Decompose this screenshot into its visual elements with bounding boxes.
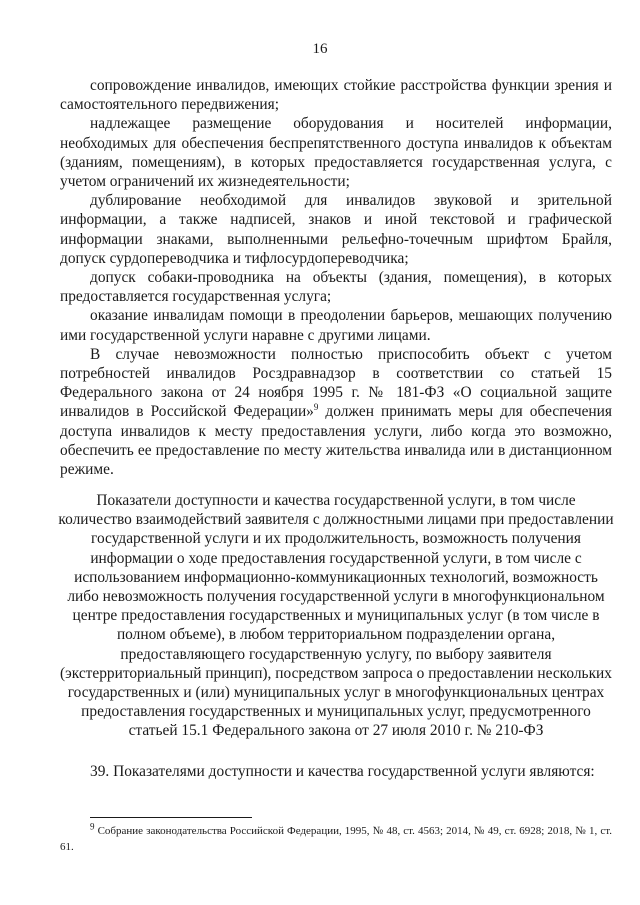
paragraph-guide-dog: допуск собаки-проводника на объекты (здания, помещения), в которых предоставляется государственная услуга; bbox=[60, 269, 612, 306]
footnote bbox=[60, 823, 612, 855]
section-heading: Показатели доступности и качества государственной услуги, в том числе количество взаимодействий заявителя с должностными лицами при предоставлении государственной услуги и их продолжительность, возможность получения информации о ходе предоставления государственной услуги, в том числе с использованием информационно-коммуникационных технологий, возможность либо невозможность получения государственной услуги в многофункциональном центре предоставления государственных и муниципальных услуг (в том числе в полном объеме), в любом территориальном подразделении органа, предоставляющего государственную услугу, по выбору заявителя (экстерриториальный принцип), посредством запроса о предоставлении нескольких государственных и (или) муниципальных услуг в многофункциональных центрах предоставления государственных и муниципальных услуг, предусмотренного статьей 15.1 Федерального закона от 27 июля 2010 г. № 210-ФЗ bbox=[58, 492, 614, 740]
paragraph-assistance: оказание инвалидам помощи в преодолении барьеров, мешающих получению ими государственной услуги наравне с другими лицами. bbox=[60, 307, 612, 344]
paragraph-equipment-placement: надлежащее размещение оборудования и носителей информации, необходимых для обеспечения беспрепятственного доступа инвалидов к объектам (зданиям, помещениям), в которых предоставляется государственная услуга, с учетом ограничений их жизнедеятельности; bbox=[60, 115, 612, 191]
paragraph-accompaniment: сопровождение инвалидов, имеющих стойкие расстройства функции зрения и самостоятельного передвижения; bbox=[60, 77, 612, 114]
footnote-text: Собрание законодательства Российской Федерации, 1995, № 48, ст. 4563; 2014, № 49, ст. 6928; 2018, № 1, ст. 61. bbox=[60, 825, 612, 853]
footnote-divider bbox=[90, 817, 252, 818]
body-text bbox=[60, 76, 612, 479]
footnote-marker: 9 bbox=[90, 821, 95, 832]
footnote-reference: 9 bbox=[313, 402, 319, 413]
paragraph-inability-text-end: должен принимать меры для обеспечения доступа инвалидов к месту предоставления услуги, либо когда это возможно, обеспечить ее предоставление по месту жительства инвалида или в дистанционном режиме. bbox=[60, 403, 612, 479]
point-39: 39. Показателями доступности и качества государственной услуги являются: bbox=[90, 763, 595, 780]
paragraph-inability-text-start: В случае невозможности полностью приспособить объект с учетом потребностей инвалидов Росздравнадзор в соответствии со статьей 15 Федерального закона от 24 ноября 1995 г. № 181-ФЗ «О социальной защите инвалидов в Российской Федерации» bbox=[60, 345, 612, 421]
paragraph-inability-to-adapt bbox=[60, 345, 612, 479]
page-number: 16 bbox=[312, 41, 328, 57]
paragraph-information-duplication: дублирование необходимой для инвалидов звуковой и зрительной информации, а также надписей, знаков и иной текстовой и графической информации знаками, выполненными рельефно-точечным шрифтом Брайля, допуск сурдопереводчика и тифлосурдопереводчика; bbox=[60, 192, 612, 267]
